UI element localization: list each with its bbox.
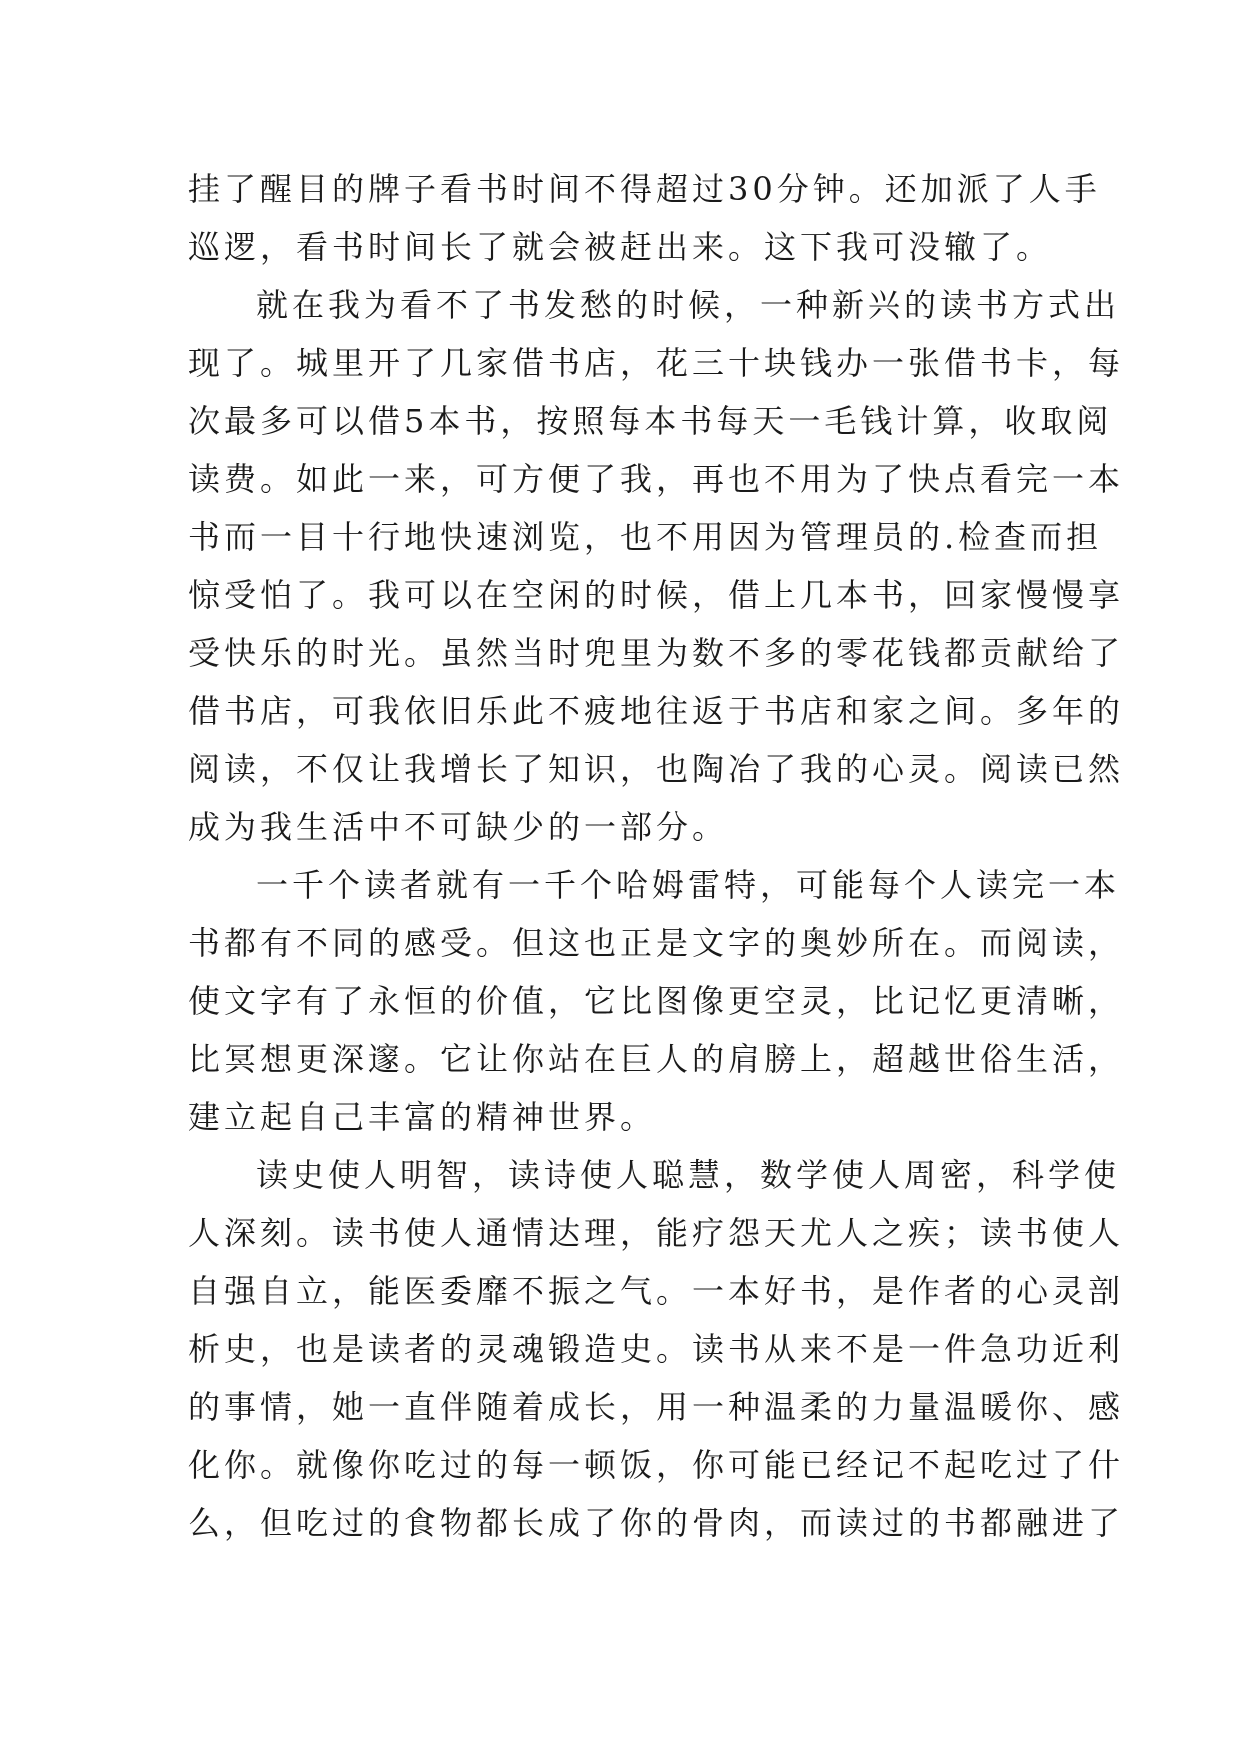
text-line: 化你。就像你吃过的每一顿饭，你可能已经记不起吃过了什: [188, 1446, 1125, 1484]
text-line: 自强自立，能医委靡不振之气。一本好书，是作者的心灵剖: [188, 1272, 1125, 1310]
text-line: 书都有不同的感受。但这也正是文字的奥妙所在。而阅读，: [188, 924, 1125, 962]
text-line: 次最多可以借5本书，按照每本书每天一毛钱计算，收取阅: [188, 402, 1113, 440]
text-line: 读史使人明智，读诗使人聪慧，数学使人周密，科学使: [256, 1156, 1121, 1194]
text-line: 惊受怕了。我可以在空闲的时候，借上几本书，回家慢慢享: [188, 576, 1125, 614]
text-line: 受快乐的时光。虽然当时兜里为数不多的零花钱都贡献给了: [188, 634, 1125, 672]
text-line: 使文字有了永恒的价值，它比图像更空灵，比记忆更清晰，: [188, 982, 1125, 1020]
text-line: 书而一目十行地快速浏览，也不用因为管理员的.检查而担: [188, 518, 1103, 556]
text-line: 读费。如此一来，可方便了我，再也不用为了快点看完一本: [188, 460, 1125, 498]
text-line: 析史，也是读者的灵魂锻造史。读书从来不是一件急功近利: [188, 1330, 1125, 1368]
text-line: 阅读，不仅让我增长了知识，也陶冶了我的心灵。阅读已然: [188, 750, 1125, 788]
text-line: 的事情，她一直伴随着成长，用一种温柔的力量温暖你、感: [188, 1388, 1125, 1426]
text-line: 建立起自己丰富的精神世界。: [188, 1098, 657, 1136]
text-line: 现了。城里开了几家借书店，花三十块钱办一张借书卡，每: [188, 344, 1125, 382]
text-line: 比冥想更深邃。它让你站在巨人的肩膀上，超越世俗生活，: [188, 1040, 1125, 1078]
text-line: 借书店，可我依旧乐此不疲地往返于书店和家之间。多年的: [188, 692, 1125, 730]
text-line: 挂了醒目的牌子看书时间不得超过30分钟。还加派了人手: [188, 170, 1101, 208]
text-line: 就在我为看不了书发愁的时候，一种新兴的读书方式出: [256, 286, 1121, 324]
text-line: 巡逻，看书时间长了就会被赶出来。这下我可没辙了。: [188, 228, 1053, 266]
text-line: 人深刻。读书使人通情达理，能疗怨天尤人之疾；读书使人: [188, 1214, 1125, 1252]
body-text: [188, 160, 1125, 1552]
text-line: 成为我生活中不可缺少的一部分。: [188, 808, 729, 846]
text-line: 一千个读者就有一千个哈姆雷特，可能每个人读完一本: [256, 866, 1121, 904]
text-line: 么，但吃过的食物都长成了你的骨肉，而读过的书都融进了: [188, 1504, 1125, 1542]
